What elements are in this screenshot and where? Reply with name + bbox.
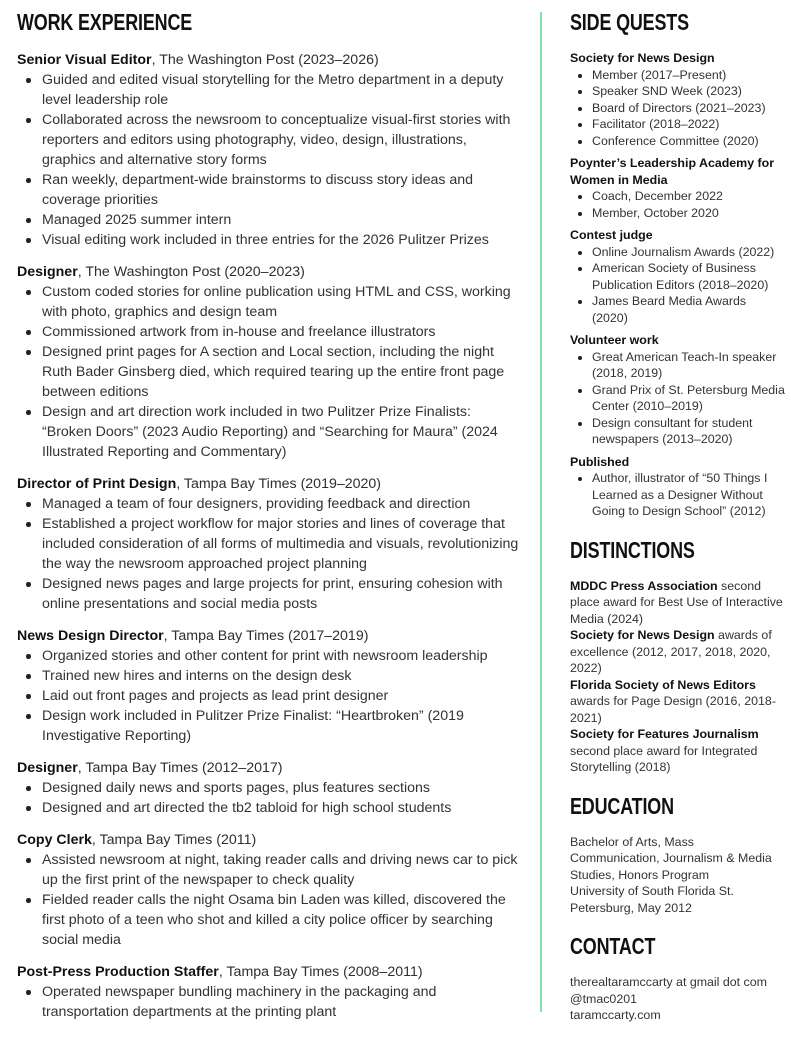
degree: Bachelor of Arts, Mass Communication, Journalism & Media Studies, Honors Program — [570, 834, 772, 882]
job-title: Designer — [17, 264, 78, 280]
bullet-icon — [26, 582, 31, 587]
list-item: Designed and art directed the tb2 tabloid for high school students — [17, 798, 522, 818]
bullet-icon — [578, 74, 582, 78]
list-item: Fielded reader calls the night Osama bin Laden was killed, discovered the first photo of a teen who shot and killed a city police officer by searching social media — [17, 890, 522, 950]
group-title: Society for News Design — [570, 51, 715, 65]
bullet-icon — [26, 218, 31, 223]
contact-section — [570, 932, 785, 1024]
job-bullets — [17, 282, 522, 462]
job-title: Director of Print Design — [17, 476, 177, 492]
social-handle[interactable]: @tmac0201 — [570, 991, 637, 1006]
list-item: Laid out front pages and projects as lead print designer — [17, 686, 522, 706]
job-bullets — [17, 646, 522, 746]
school: University of South Florida St. Petersburg, May 2012 — [570, 884, 734, 915]
bullet-icon — [26, 654, 31, 659]
bullet-icon — [26, 694, 31, 699]
side-quests-section — [570, 8, 785, 520]
list-item: Designed news pages and large projects for print, ensuring cohesion with online presentations and social media posts — [17, 574, 522, 614]
side-quest-group — [570, 454, 785, 520]
group-title: Poynter’s Leadership Academy for Women in Media — [570, 156, 775, 187]
job-title-line — [17, 626, 522, 646]
list-item: American Society of Business Publication Editors (2018–2020) — [570, 260, 785, 293]
group-bullets — [570, 244, 785, 327]
bullet-icon — [26, 118, 31, 123]
job-org: , Tampa Bay Times (2008–2011) — [218, 964, 423, 980]
job-org: , Tampa Bay Times (2017–2019) — [163, 628, 369, 644]
job-entry — [17, 626, 522, 746]
job-org: , The Washington Post (2023–2026) — [151, 52, 379, 68]
bullet-icon — [578, 300, 582, 304]
list-item: Collaborated across the newsroom to conceptualize visual-first stories with reporters and editors using photography, video, design, illustrations, graphics and alternative story forms — [17, 110, 522, 170]
bullet-icon — [26, 522, 31, 527]
job-bullets — [17, 70, 522, 250]
list-item: Author, illustrator of “50 Things I Learned as a Designer Without Going to Design School” (2012) — [570, 470, 785, 520]
education-details — [570, 834, 785, 917]
bullet-icon — [26, 898, 31, 903]
bullet-icon — [578, 422, 582, 426]
distinction-item: Society for News Design awards of excellence (2012, 2017, 2018, 2020, 2022) — [570, 628, 772, 675]
job-title: Post-Press Production Staffer — [17, 964, 219, 980]
contact-details — [570, 974, 785, 1024]
list-item: Design and art direction work included in two Pulitzer Prize Finalists: “Broken Doors” (2023 Audio Reporting) and “Searching for Maura” (2024 Illustrated Reporting and Commentary) — [17, 402, 522, 462]
job-title: Designer — [17, 760, 78, 776]
sidebar-column — [570, 8, 785, 1040]
distinction-item: Society for Features Journalism second place award for Integrated Storytelling (2018) — [570, 727, 759, 774]
bullet-icon — [578, 389, 582, 393]
job-bullets — [17, 778, 522, 818]
bullet-icon — [26, 990, 31, 995]
bullet-icon — [578, 212, 582, 216]
bullet-icon — [578, 477, 582, 481]
list-item: Grand Prix of St. Petersburg Media Center (2010–2019) — [570, 382, 785, 415]
list-item: Facilitator (2018–2022) — [570, 116, 785, 133]
list-item: Designed print pages for A section and Local section, including the night Ruth Bader Ginsberg died, which required tearing up the entire front page between editions — [17, 342, 522, 402]
contact-heading: CONTACT — [570, 933, 656, 959]
bullet-icon — [26, 786, 31, 791]
job-org: , Tampa Bay Times (2012–2017) — [77, 760, 283, 776]
job-title-line — [17, 830, 522, 850]
job-org: , Tampa Bay Times (2011) — [91, 832, 257, 848]
group-bullets — [570, 67, 785, 150]
bullet-icon — [26, 330, 31, 335]
bullet-icon — [26, 290, 31, 295]
group-title: Volunteer work — [570, 333, 659, 347]
education-section — [570, 792, 785, 917]
job-title: Senior Visual Editor — [17, 52, 152, 68]
bullet-icon — [578, 123, 582, 127]
list-item: Designed daily news and sports pages, plus features sections — [17, 778, 522, 798]
bullet-icon — [578, 140, 582, 144]
job-entry — [17, 758, 522, 818]
bullet-icon — [26, 858, 31, 863]
list-item: Design consultant for student newspapers (2013–2020) — [570, 415, 785, 448]
bullet-icon — [26, 674, 31, 679]
job-title-line — [17, 262, 522, 282]
bullet-icon — [26, 806, 31, 811]
bullet-icon — [26, 350, 31, 355]
list-item: Speaker SND Week (2023) — [570, 83, 785, 100]
group-bullets — [570, 470, 785, 520]
list-item: Assisted newsroom at night, taking reader calls and driving news car to pick up the first print of the newspaper to check quality — [17, 850, 522, 890]
distinctions-list — [570, 578, 785, 776]
group-title: Contest judge — [570, 228, 653, 242]
job-title: Copy Clerk — [17, 832, 92, 848]
bullet-icon — [578, 356, 582, 360]
job-title-line — [17, 758, 522, 778]
side-quest-group — [570, 50, 785, 149]
list-item: Visual editing work included in three entries for the 2026 Pulitzer Prizes — [17, 230, 522, 250]
bullet-icon — [578, 90, 582, 94]
job-entry — [17, 962, 522, 1022]
list-item: Commissioned artwork from in-house and freelance illustrators — [17, 322, 522, 342]
distinctions-heading: DISTINCTIONS — [570, 536, 695, 563]
work-experience-heading: WORK EXPERIENCE — [17, 9, 193, 35]
work-experience-column — [17, 8, 522, 1022]
group-bullets — [570, 188, 785, 221]
list-item: Guided and edited visual storytelling for the Metro department in a deputy level leadership role — [17, 70, 522, 110]
job-entry — [17, 474, 522, 614]
bullet-icon — [26, 178, 31, 183]
side-quests-heading: SIDE QUESTS — [570, 9, 689, 35]
side-quest-group — [570, 227, 785, 326]
website-link[interactable]: taramccarty.com — [570, 1008, 661, 1022]
list-item: Ran weekly, department-wide brainstorms to discuss story ideas and coverage priorities — [17, 170, 522, 210]
list-item: Trained new hires and interns on the design desk — [17, 666, 522, 686]
list-item: Member, October 2020 — [570, 205, 785, 222]
job-bullets — [17, 494, 522, 614]
list-item: Online Journalism Awards (2022) — [570, 244, 785, 261]
group-bullets — [570, 349, 785, 448]
bullet-icon — [26, 238, 31, 243]
side-quest-group — [570, 332, 785, 448]
list-item: Operated newspaper bundling machinery in the packaging and transportation departments at the printing plant — [17, 982, 522, 1022]
bullet-icon — [578, 267, 582, 271]
bullet-icon — [578, 251, 582, 255]
list-item: Managed 2025 summer intern — [17, 210, 522, 230]
job-title-line — [17, 50, 522, 70]
job-title-line — [17, 474, 522, 494]
job-entry — [17, 50, 522, 250]
bullet-icon — [26, 410, 31, 415]
bullet-icon — [26, 78, 31, 83]
list-item: Board of Directors (2021–2023) — [570, 100, 785, 117]
bullet-icon — [578, 195, 582, 199]
job-org: , Tampa Bay Times (2019–2020) — [176, 476, 382, 492]
list-item: Member (2017–Present) — [570, 67, 785, 84]
list-item: Custom coded stories for online publication using HTML and CSS, working with photo, graphics and design team — [17, 282, 522, 322]
list-item: Great American Teach-In speaker (2018, 2019) — [570, 349, 785, 382]
job-org: , The Washington Post (2020–2023) — [77, 264, 305, 280]
list-item: Design work included in Pulitzer Prize Finalist: “Heartbroken” (2019 Investigative Reporting) — [17, 706, 522, 746]
list-item: Coach, December 2022 — [570, 188, 785, 205]
job-bullets — [17, 982, 522, 1022]
list-item: James Beard Media Awards (2020) — [570, 293, 785, 326]
distinction-item: Florida Society of News Editors awards for Page Design (2016, 2018-2021) — [570, 677, 776, 725]
column-divider — [540, 12, 542, 1012]
job-title-line — [17, 962, 522, 982]
list-item: Managed a team of four designers, providing feedback and direction — [17, 494, 522, 514]
list-item: Organized stories and other content for print with newsroom leadership — [17, 646, 522, 666]
education-heading: EDUCATION — [570, 792, 674, 819]
email-text[interactable]: therealtaramccarty at gmail dot com — [570, 975, 767, 989]
job-bullets — [17, 850, 522, 950]
job-title: News Design Director — [17, 628, 164, 644]
distinction-item: MDDC Press Association second place award for Best Use of Interactive Media (2024) — [570, 578, 783, 626]
distinctions-section — [570, 536, 785, 776]
bullet-icon — [578, 107, 582, 111]
group-title: Published — [570, 454, 630, 469]
bullet-icon — [26, 714, 31, 719]
list-item: Conference Committee (2020) — [570, 133, 785, 150]
job-entry — [17, 830, 522, 950]
job-entry — [17, 262, 522, 462]
list-item: Established a project workflow for major stories and lines of coverage that included consideration of all forms of multimedia and visuals, revolutionizing the way the newsroom approached project planning — [17, 514, 522, 574]
bullet-icon — [26, 502, 31, 507]
side-quest-group — [570, 155, 785, 221]
